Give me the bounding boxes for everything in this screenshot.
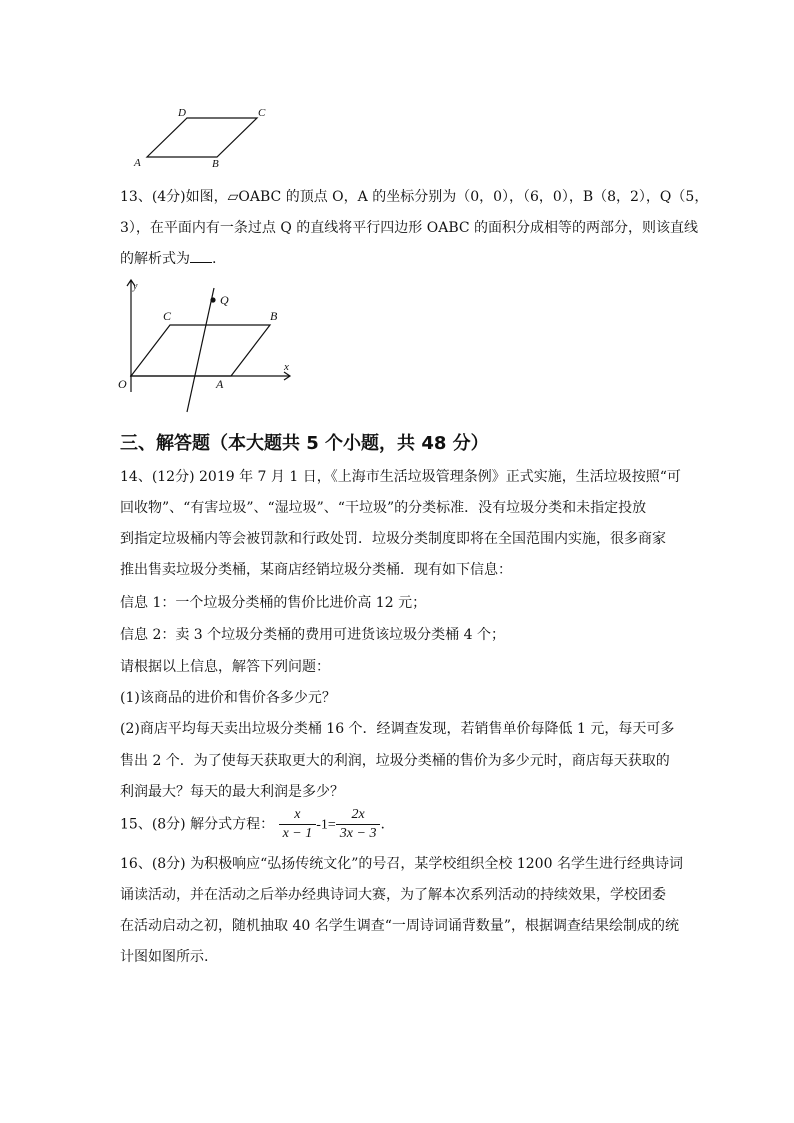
coordinate-parallelogram-diagram — [112, 274, 302, 414]
section-3-title: 三、解答题（本大题共 5 个小题，共 48 分） — [120, 433, 489, 454]
q13-line-3-suffix: . — [212, 251, 217, 267]
q15-prefix: 15、(8分) 解分式方程： — [120, 816, 275, 833]
q14-info-1: 信息 1：一个垃圾分类桶的售价比进价高 12 元； — [120, 595, 427, 611]
label-a: A — [134, 157, 141, 169]
q15-fraction-left-numerator: x — [279, 806, 317, 825]
label-a: A — [216, 377, 224, 391]
q14-sub-question-2-line-3: 利润最大？每天的最大利润是多少？ — [120, 784, 344, 800]
q15-fraction-right-denominator: 3x − 3 — [339, 826, 377, 841]
q15-fraction-right — [336, 806, 381, 843]
q15-fraction-left — [279, 806, 317, 843]
label-d: D — [178, 107, 186, 119]
parallelogram-abcd-shape — [147, 118, 257, 157]
parallelogram-abcd-diagram — [120, 100, 280, 170]
label-x-axis: x — [284, 361, 289, 373]
q14-line-4: 推出售卖垃圾分类桶，某商店经销垃圾分类桶．现有如下信息： — [120, 562, 512, 578]
label-c: C — [163, 309, 172, 323]
q13-line-1: 13、(4分)如图，▱OABC 的顶点 O，A 的坐标分别为（0，0），（6，0），B（8，2），Q（5， — [120, 189, 709, 205]
q13-line-2: 3），在平面内有一条过点 Q 的直线将平行四边形 OABC 的面积分成相等的两部分，则该直线 — [120, 220, 699, 236]
label-o: O — [118, 377, 127, 391]
label-b: B — [212, 158, 219, 170]
q14-line-2: 回收物”、“有害垃圾”、“湿垃圾”、“干垃圾”的分类标准．没有垃圾分类和未指定投放 — [120, 500, 647, 516]
point-q — [210, 297, 215, 302]
label-y-axis: y — [133, 281, 138, 292]
figure-parallelogram-abcd — [120, 100, 280, 170]
line-through-q — [187, 288, 214, 412]
label-q: Q — [220, 293, 229, 307]
q13-line-3-prefix: 的解析式为 — [120, 251, 190, 267]
q15-suffix: . — [380, 816, 385, 833]
q14-line-3: 到指定垃圾桶内等会被罚款和行政处罚．垃圾分类制度即将在全国范围内实施，很多商家 — [120, 531, 666, 547]
q14-sub-question-2-line-2: 售出 2 个．为了使每天获取更大的利润，垃圾分类桶的售价为多少元时，商店每天获取的 — [120, 753, 670, 769]
q14-line-1: 14、(12分) 2019 年 7 月 1 日，《上海市生活垃圾管理条例》正式实施，生活垃圾按照“可 — [120, 469, 681, 485]
q14-sub-question-1: (1)该商品的进价和售价各多少元？ — [120, 690, 336, 706]
q15-fraction-right-numerator: 2x — [336, 806, 381, 825]
q14-sub-question-2-line-1: (2)商店平均每天卖出垃圾分类桶 16 个．经调查发现，若销售单价每降低 1 元，每天可多 — [120, 721, 675, 737]
q15-fraction-left-denominator: x − 1 — [282, 826, 313, 841]
figure-coordinate-parallelogram — [112, 274, 302, 414]
q16-line-4: 计图如图所示. — [120, 949, 209, 965]
q16-line-3: 在活动启动之初，随机抽取 40 名学生调查“一周诗词诵背数量”，根据调查结果绘制成的统 — [120, 918, 680, 934]
q16-line-2: 诵读活动，并在活动之后举办经典诗词大赛，为了解本次系列活动的持续效果，学校团委 — [120, 887, 666, 903]
q16-line-1: 16、(8分) 为积极响应“弘扬传统文化”的号召，某学校组织全校 1200 名学生进行经典诗词 — [120, 856, 683, 872]
label-c: C — [258, 107, 266, 119]
q14-info-2: 信息 2：卖 3 个垃圾分类桶的费用可进货该垃圾分类桶 4 个； — [120, 627, 505, 643]
q13-line-3 — [120, 248, 216, 268]
q13-answer-blank — [190, 250, 212, 263]
q15-equation-line — [120, 806, 385, 843]
q14-prompt: 请根据以上信息，解答下列问题： — [120, 659, 330, 675]
q15-middle: -1= — [316, 817, 336, 833]
label-b: B — [270, 309, 278, 323]
